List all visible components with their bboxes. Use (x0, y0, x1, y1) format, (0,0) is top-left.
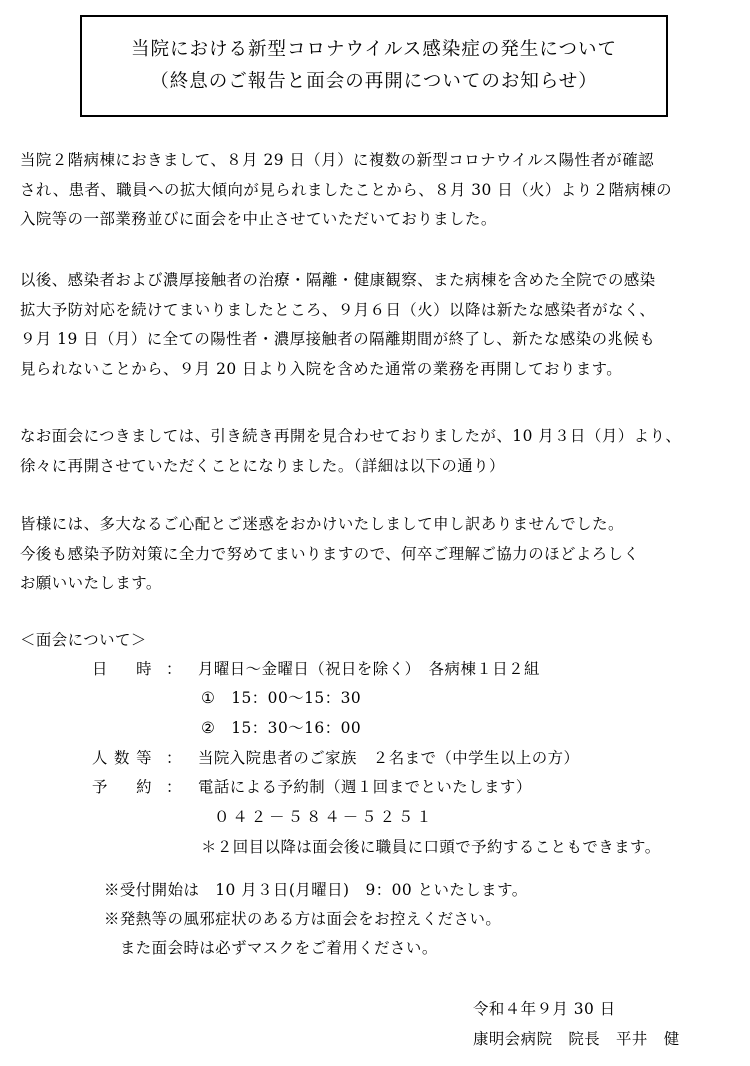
note-reception-start: ※受付開始は 10 月３日(月曜日) 9：00 といたします。 (104, 881, 528, 899)
paragraph-outbreak (20, 146, 750, 235)
reservation-note: ＊２回目以降は面会後に職員に口頭で予約することもできます。 (201, 838, 661, 856)
text-line: 拡大予防対応を続けてまいりましたところ、９月６日（火）以降は新たな感染者がなく、 (20, 300, 656, 319)
text-line: お願いいたします。 (20, 574, 162, 592)
people-value: 当院入院患者のご家族 ２名まで（中学生以上の方） (198, 749, 580, 767)
text-line: 見られないことから、９月 20 日より入院を含めた通常の業務を再開しております。 (20, 359, 623, 378)
title-line-2: （終息のご報告と面会の再開についてのお知らせ） (150, 71, 598, 92)
text-line: 徐々に再開させていただくことになりました。（詳細は以下の通り） (20, 456, 505, 475)
meeting-heading: ＜面会について＞ (20, 631, 147, 649)
reservation-value: 電話による予約制（週１回までといたします） (198, 778, 532, 796)
note-fever: ※発熱等の風邪症状のある方は面会をお控えください。 (104, 910, 502, 928)
text-line: され、患者、職員への拡大傾向が見られましたことから、８月 30 日（火）より２階病棟の (20, 180, 673, 199)
text-line: ９月 19 日（月）に全ての陽性者・濃厚接触者の隔離期間が終了し、新たな感染の兆候も (20, 330, 656, 348)
time-slot-2: ② 15：30～16：00 (201, 719, 362, 737)
reservation-label: 予 約 (92, 778, 152, 796)
paragraph-apology (20, 510, 750, 599)
phone-number: ０４２－５８４－５２５１ (214, 808, 435, 826)
text-line: 以後、感染者および濃厚接触者の治療・隔離・健康観察、また病棟を含めた全院での感染 (20, 271, 656, 289)
datetime-value: 月曜日～金曜日（祝日を除く） 各病棟１日２組 (198, 660, 540, 678)
text-line: 今後も感染予防対策に全力で努めてまいりますので、何卒ご理解ご協力のほどよろしく (20, 544, 640, 563)
paragraph-response (20, 266, 750, 384)
title-line-1: 当院における新型コロナウイルス感染症の発生について (130, 39, 618, 60)
text-line: 皆様には、多大なるご心配とご迷惑をおかけいたしまして申し訳ありませんでした。 (20, 515, 624, 533)
text-line: 入院等の一部業務並びに面会を中止させていただいておりました。 (20, 210, 497, 228)
people-label: 人数等 (92, 749, 152, 767)
title-box (80, 15, 668, 117)
colon: ： (166, 749, 182, 767)
text-line: 当院２階病棟におきまして、８月 29 日（月）に複数の新型コロナウイルス陽性者が確認 (20, 151, 654, 169)
text-line: なお面会につきましては、引き続き再開を見合わせておりましたが、10 月３日（月）より、 (20, 427, 682, 445)
note-mask: また面会時は必ずマスクをご着用ください。 (104, 939, 438, 957)
colon: ： (166, 778, 182, 796)
paragraph-visit-resume (20, 422, 750, 481)
colon: ： (166, 660, 182, 678)
time-slot-1: ① 15：00～15：30 (201, 689, 362, 707)
signature-name: 康明会病院 院長 平井 健 (473, 1030, 680, 1048)
signature-date: 令和４年９月 30 日 (473, 1000, 616, 1018)
datetime-label: 日 時 (92, 660, 152, 678)
